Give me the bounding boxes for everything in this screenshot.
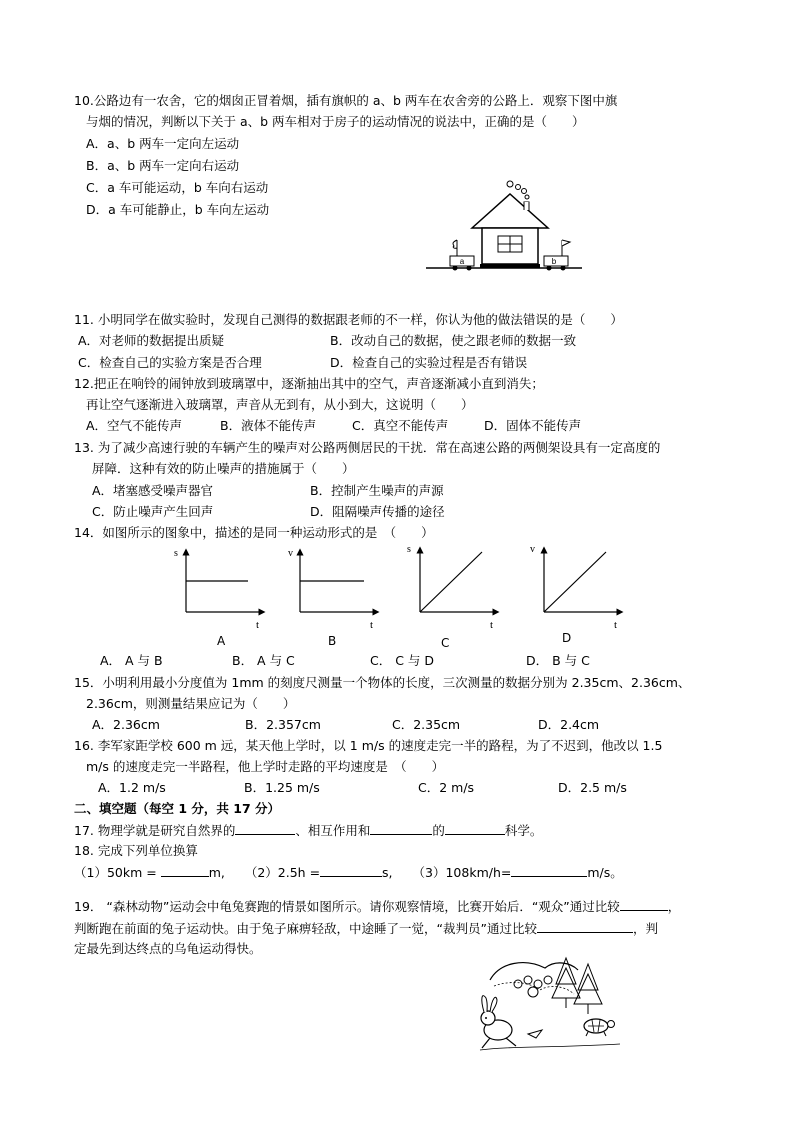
q17-text-1: 17. 物理学就是研究自然界的 [74,823,236,838]
q16-option-c: C．2 m/s [418,780,475,795]
q16-option-b: B．1.25 m/s [244,780,320,795]
graph-d-y-axis-label: v [530,544,535,555]
q17-text-2: 、相互作用和 [295,823,371,838]
q16-stem-line2: m/s 的速度走完一半路程，他上学时走路的平均速度是 （ ） [86,759,445,774]
q18-text-4: s, [382,865,393,880]
q18-text-6: m/s。 [587,865,623,880]
q10-option-b: B．a、b 两车一定向右运动 [86,158,240,173]
q19-line2 [74,920,658,937]
q14-option-a: A． A 与 B [100,653,163,668]
q14-option-d: D． B 与 C [526,653,590,668]
q13-option-c: C．防止噪声产生回声 [92,504,214,519]
graph-c [404,542,504,630]
q15-stem-line2: 2.36cm，则测量结果应记为（ ） [86,696,296,711]
q18-blank-1[interactable] [161,864,209,877]
graph-c-label: C [441,636,450,650]
q13-option-a: A．堵塞感受噪声器官 [92,483,214,498]
q10-stem-line2: 与烟的情况，判断以下关于 a、b 两车相对于房子的运动情况的说法中，正确的是（ ） [86,114,585,129]
q19-blank-1[interactable] [620,898,668,911]
q10-stem-line1: 10.公路边有一农舍，它的烟囱正冒着烟，插有旗帜的 a、b 两车在农舍旁的公路上．观察下图中旗 [74,93,618,108]
q15-option-d: D．2.4cm [538,717,600,732]
q14-option-c: C． C 与 D [370,653,435,668]
q19-text-2b: ，判 [632,921,658,936]
house-cars-figure [424,180,584,280]
q19-line3: 定最先到达终点的乌龟运动得快。 [74,941,262,956]
graph-a-y-axis-label: s [174,548,178,559]
q11-option-a: A．对老师的数据提出质疑 [78,333,225,348]
q17-text-3: 的 [432,823,445,838]
q18-blank-2[interactable] [320,864,382,877]
q12-option-c: C．真空不能传声 [352,418,449,433]
q15-option-c: C．2.35cm [392,717,461,732]
q19-text-1b: ， [667,899,681,914]
graph-a [170,544,270,630]
q11-option-c: C．检查自己的实验方案是否合理 [78,355,262,370]
q11-stem: 11. 小明同学在做实验时，发现自己测得的数据跟老师的不一样，你认为他的做法错误的是（ ） [74,312,623,327]
q15-stem-line1: 15．小明利用最小分度值为 1mm 的刻度尺测量一个物体的长度，三次测量的数据分别为 2.35cm、2.36cm、 [74,675,691,690]
q10-option-c: C．a 车可能运动，b 车向右运动 [86,180,269,195]
car-a-label: a [459,257,465,266]
q17-line [74,822,542,839]
q18-text-2: m, [208,865,225,880]
q18-text-1: （1）50km = [74,865,157,880]
graph-b-y-axis-label: v [288,548,293,559]
q19-text-2a: 判断跑在前面的兔子运动快。由于兔子麻痹轻敌，中途睡了一觉，“裁判员”通过比较 [74,921,537,936]
q12-stem-line2: 再让空气逐渐进入玻璃罩，声音从无到有，从小到大，这说明（ ） [86,397,474,412]
q13-stem-line1: 13. 为了减少高速行驶的车辆产生的噪声对公路两侧居民的干扰．常在高速公路的两侧架设具有一定高度的 [74,440,661,455]
q10-option-d: D．a 车可能静止，b 车向左运动 [86,202,270,217]
q16-stem-line1: 16. 李军家距学校 600 m 远，某天他上学时，以 1 m/s 的速度走完一半的路程，为了不迟到，他改以 1.5 [74,738,663,753]
q18-stem: 18. 完成下列单位换算 [74,843,198,858]
q19-line1 [74,898,680,915]
q15-option-b: B．2.357cm [245,717,321,732]
q18-line [74,864,623,881]
q14-option-b: B． A 与 C [232,653,295,668]
q17-blank-1[interactable] [235,822,295,835]
q18-blank-3[interactable] [511,864,587,877]
graph-b-label: B [328,634,337,648]
graph-c-x-axis-label: t [490,619,494,630]
q12-stem-line1: 12.把正在响铃的闹钟放到玻璃罩中，逐渐抽出其中的空气，声音逐渐减小直到消失； [74,376,544,391]
q15-option-a: A．2.36cm [92,717,160,732]
q17-text-4: 科学。 [504,823,543,838]
tortoise-hare-illustration [470,950,630,1060]
graph-b [284,544,384,630]
q18-text-3: （2）2.5h = [244,865,321,880]
graph-c-y-axis-label: s [407,544,411,555]
q13-stem-line2: 屏障．这种有效的防止噪声的措施属于（ ） [92,461,355,476]
q13-option-b: B．控制产生噪声的声源 [310,483,444,498]
car-b-label: b [551,257,557,266]
q12-option-a: A．空气不能传声 [86,418,183,433]
graph-b-x-axis-label: t [370,619,374,630]
q17-blank-2[interactable] [370,822,432,835]
graph-d-label: D [562,631,572,645]
graph-d [528,542,628,630]
section2-title: 二、填空题（每空 1 分，共 17 分） [74,801,281,816]
q17-blank-3[interactable] [445,822,505,835]
q13-option-d: D．阻隔噪声传播的途径 [310,504,445,519]
q11-option-d: D．检查自己的实验过程是否有错误 [330,355,528,370]
q10-option-a: A．a、b 两车一定向左运动 [86,136,240,151]
q14-stem: 14．如图所示的图象中，描述的是同一种运动形式的是 （ ） [74,525,434,540]
graph-a-label: A [217,634,226,648]
q19-text-1a: 19． “森林动物”运动会中龟兔赛跑的情景如图所示。请你观察情境，比赛开始后．“观众”通过比较 [74,899,620,914]
q12-option-d: D．固体不能传声 [484,418,582,433]
graph-a-x-axis-label: t [256,619,260,630]
q18-text-5: （3）108km/h= [412,865,512,880]
q16-option-d: D．2.5 m/s [558,780,627,795]
q16-option-a: A．1.2 m/s [98,780,166,795]
graph-d-x-axis-label: t [614,619,618,630]
q12-option-b: B．液体不能传声 [220,418,317,433]
q19-blank-2[interactable] [537,920,633,933]
q11-option-b: B．改动自己的数据，使之跟老师的数据一致 [330,333,577,348]
